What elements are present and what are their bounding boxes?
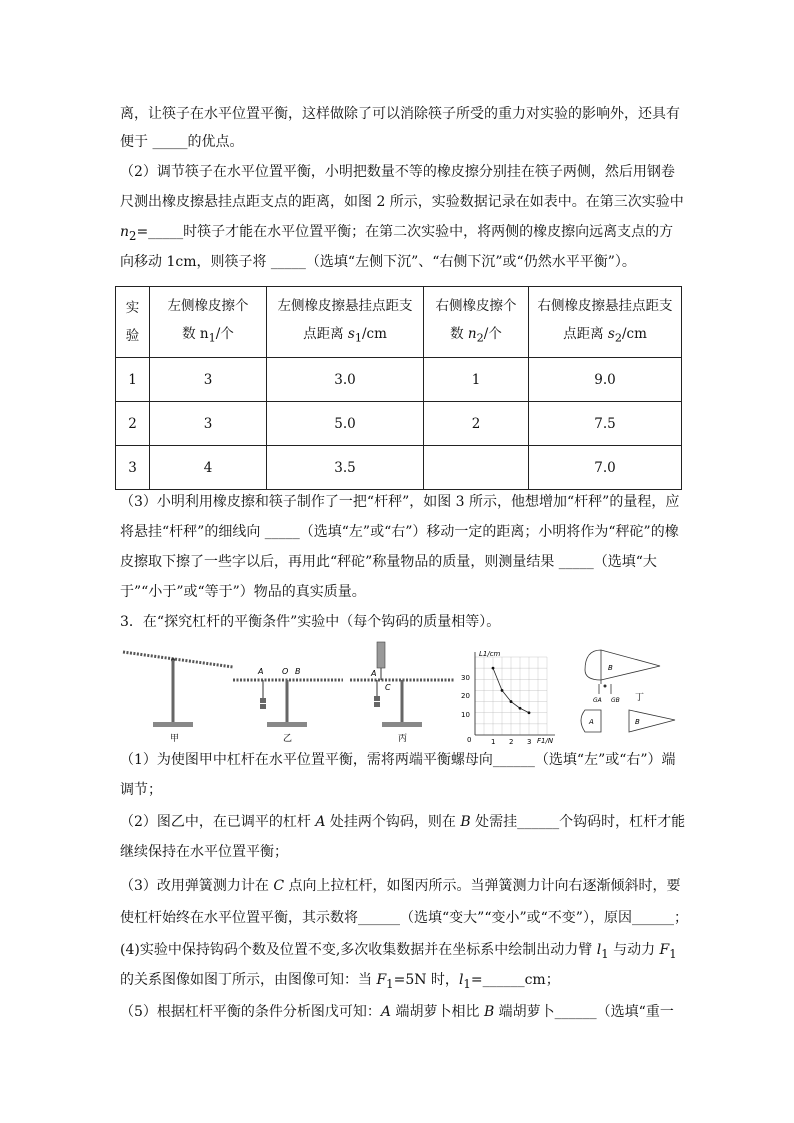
figure-yi: [233, 667, 343, 744]
text-line: （2）图乙中，在已调平的杠杆 A 处挂两个钩码，则在 B 处需挂______个钩码时，杠杆才能: [120, 814, 686, 830]
label-A2: A: [371, 669, 377, 678]
text-line: 继续保持在水平位置平衡；: [120, 844, 288, 860]
figure-jia: [123, 652, 233, 744]
label-yi: 乙: [283, 734, 293, 744]
text-line: (4)实验中保持钩码个数及位置不变,多次收集数据并在坐标系中绘制出动力臂 $l_1$ 与动力 $F_1$: [120, 942, 677, 961]
text-line: 使杠杆始终在水平位置平衡，其示数将______（选填“变大”“变小”或“不变”），原因______；: [120, 910, 688, 926]
figure-bing: [350, 642, 455, 744]
table-row: [116, 446, 682, 490]
table-row: [116, 402, 682, 446]
label-GB: GB: [611, 697, 620, 704]
label-carrot-B2: B: [635, 718, 640, 726]
table-cell: 2: [424, 402, 529, 446]
label-carrot-A: A: [589, 718, 594, 726]
text-line: （5）根据杠杆平衡的条件分析图戊可知：A 端胡萝卜相比 B 端胡萝卜______（选填“重一: [120, 1004, 674, 1020]
data-point: [519, 707, 522, 710]
table-cell: 7.0: [529, 446, 682, 490]
ytick: 30: [461, 674, 470, 682]
label-bing: 丙: [398, 734, 408, 744]
text-line: 的关系图像如图丁所示，由图像可知：当 $F_1=5N$ 时，$l_1=\_\_\_\_\_\_cm$；: [120, 972, 560, 991]
graph-xlabel: F1/N: [537, 737, 554, 745]
table-cell: 1: [116, 358, 150, 402]
table-cell: 7.5: [529, 402, 682, 446]
text-line: （3）改用弹簧测力计在 C 点向上拉杠杆，如图丙所示。当弹簧测力计向右逐渐倾斜时，要: [120, 878, 681, 894]
text-line: （3）小明利用橡皮擦和筷子制作了一把“杆秤”，如图 3 所示，他想增加“杆秤”的量程，应: [120, 494, 680, 510]
text-line: 离，让筷子在水平位置平衡，这样做除了可以消除筷子所受的重力对实验的影响外，还具有: [120, 106, 680, 122]
table-cell: 9.0: [529, 358, 682, 402]
label-C: C: [385, 683, 391, 692]
text-line: 便于 _____的优点。: [120, 134, 244, 150]
text-line: （2）调节筷子在水平位置平衡，小明把数量不等的橡皮擦分别挂在筷子两侧，然后用钢卷: [120, 164, 675, 180]
graph-ding: [461, 650, 555, 745]
label-A: A: [258, 667, 264, 676]
table-cell: 5.0: [267, 402, 424, 446]
data-table: [115, 286, 682, 490]
label-jia: 甲: [170, 734, 180, 744]
table-cell: 3.0: [267, 358, 424, 402]
data-point: [510, 700, 513, 703]
label-B: B: [295, 667, 301, 676]
text-line: （1）为使图甲中杠杆在水平位置平衡，需将两端平衡螺母向______（选填“左”或“右”）端: [120, 752, 676, 768]
text-line: [120, 222, 680, 246]
xtick: 3: [527, 738, 532, 745]
ytick: 0: [467, 736, 472, 744]
figure-carrot: [581, 650, 675, 732]
question-title: 3．在“探究杠杆的平衡条件”实验中（每个钩码的质量相等）。: [120, 614, 501, 630]
text-line: 向移动 1cm，则筷子将 _____（选填“左侧下沉”、“右侧下沉”或“仍然水平平衡”）。: [120, 254, 636, 270]
data-point: [492, 667, 495, 670]
header-cell: 右侧橡皮擦个 数 $n_2/$个: [424, 287, 529, 358]
data-point: [501, 689, 504, 692]
table-cell: 4: [150, 446, 267, 490]
table-cell: 3.5: [267, 446, 424, 490]
table-row: [116, 358, 682, 402]
label-GA: GA: [593, 697, 602, 704]
text-line: 于”“小于”或“等于”）物品的真实质量。: [120, 584, 366, 600]
text-line: 尺测出橡皮擦悬挂点距支点的距离，如图 2 所示，实验数据记录在如表中。在第三次实验中: [120, 194, 684, 210]
table-cell: 3: [150, 402, 267, 446]
table-cell: 3: [116, 446, 150, 490]
label-ding: 丁: [635, 693, 645, 703]
header-cell: 左侧橡皮擦悬挂点距支 点距离 $s_1/cm$: [267, 287, 424, 358]
table-cell: 1: [424, 358, 529, 402]
text-line: 皮擦取下擦了一些字以后，再用此“秤砣”称量物品的质量，则测量结果 _____（选填“大: [120, 554, 657, 570]
table-cell: [424, 446, 529, 490]
text-line: 将悬挂“杆秤”的细线向 _____（选填“左”或“右”）移动一定的距离；小明将作为“秤砣”的橡: [120, 524, 679, 540]
table-header-row: [116, 287, 682, 358]
table-cell: 2: [116, 402, 150, 446]
xtick: 1: [491, 738, 496, 745]
subscript: 2: [129, 228, 137, 243]
data-point: [528, 711, 531, 714]
text-line: 调节；: [120, 782, 162, 798]
label-carrot-B: B: [608, 664, 613, 672]
ytick: 20: [461, 692, 470, 700]
ytick: 10: [461, 711, 470, 719]
header-cell: 右侧橡皮擦悬挂点距支 点距离 $s_2/cm$: [529, 287, 682, 358]
graph-ylabel: L1/cm: [479, 650, 501, 658]
table-cell: 3: [150, 358, 267, 402]
xtick: 2: [509, 738, 514, 745]
lever-figures: [115, 640, 685, 745]
label-O: O: [282, 667, 289, 676]
header-cell: 实 验: [116, 287, 150, 358]
var-n: n: [120, 224, 130, 240]
text-segment: =_____时筷子才能在水平位置平衡；在第二次实验中，将两侧的橡皮擦向远离支点的方: [136, 224, 674, 240]
header-cell: 左侧橡皮擦个 数 $n_1/$个: [150, 287, 267, 358]
